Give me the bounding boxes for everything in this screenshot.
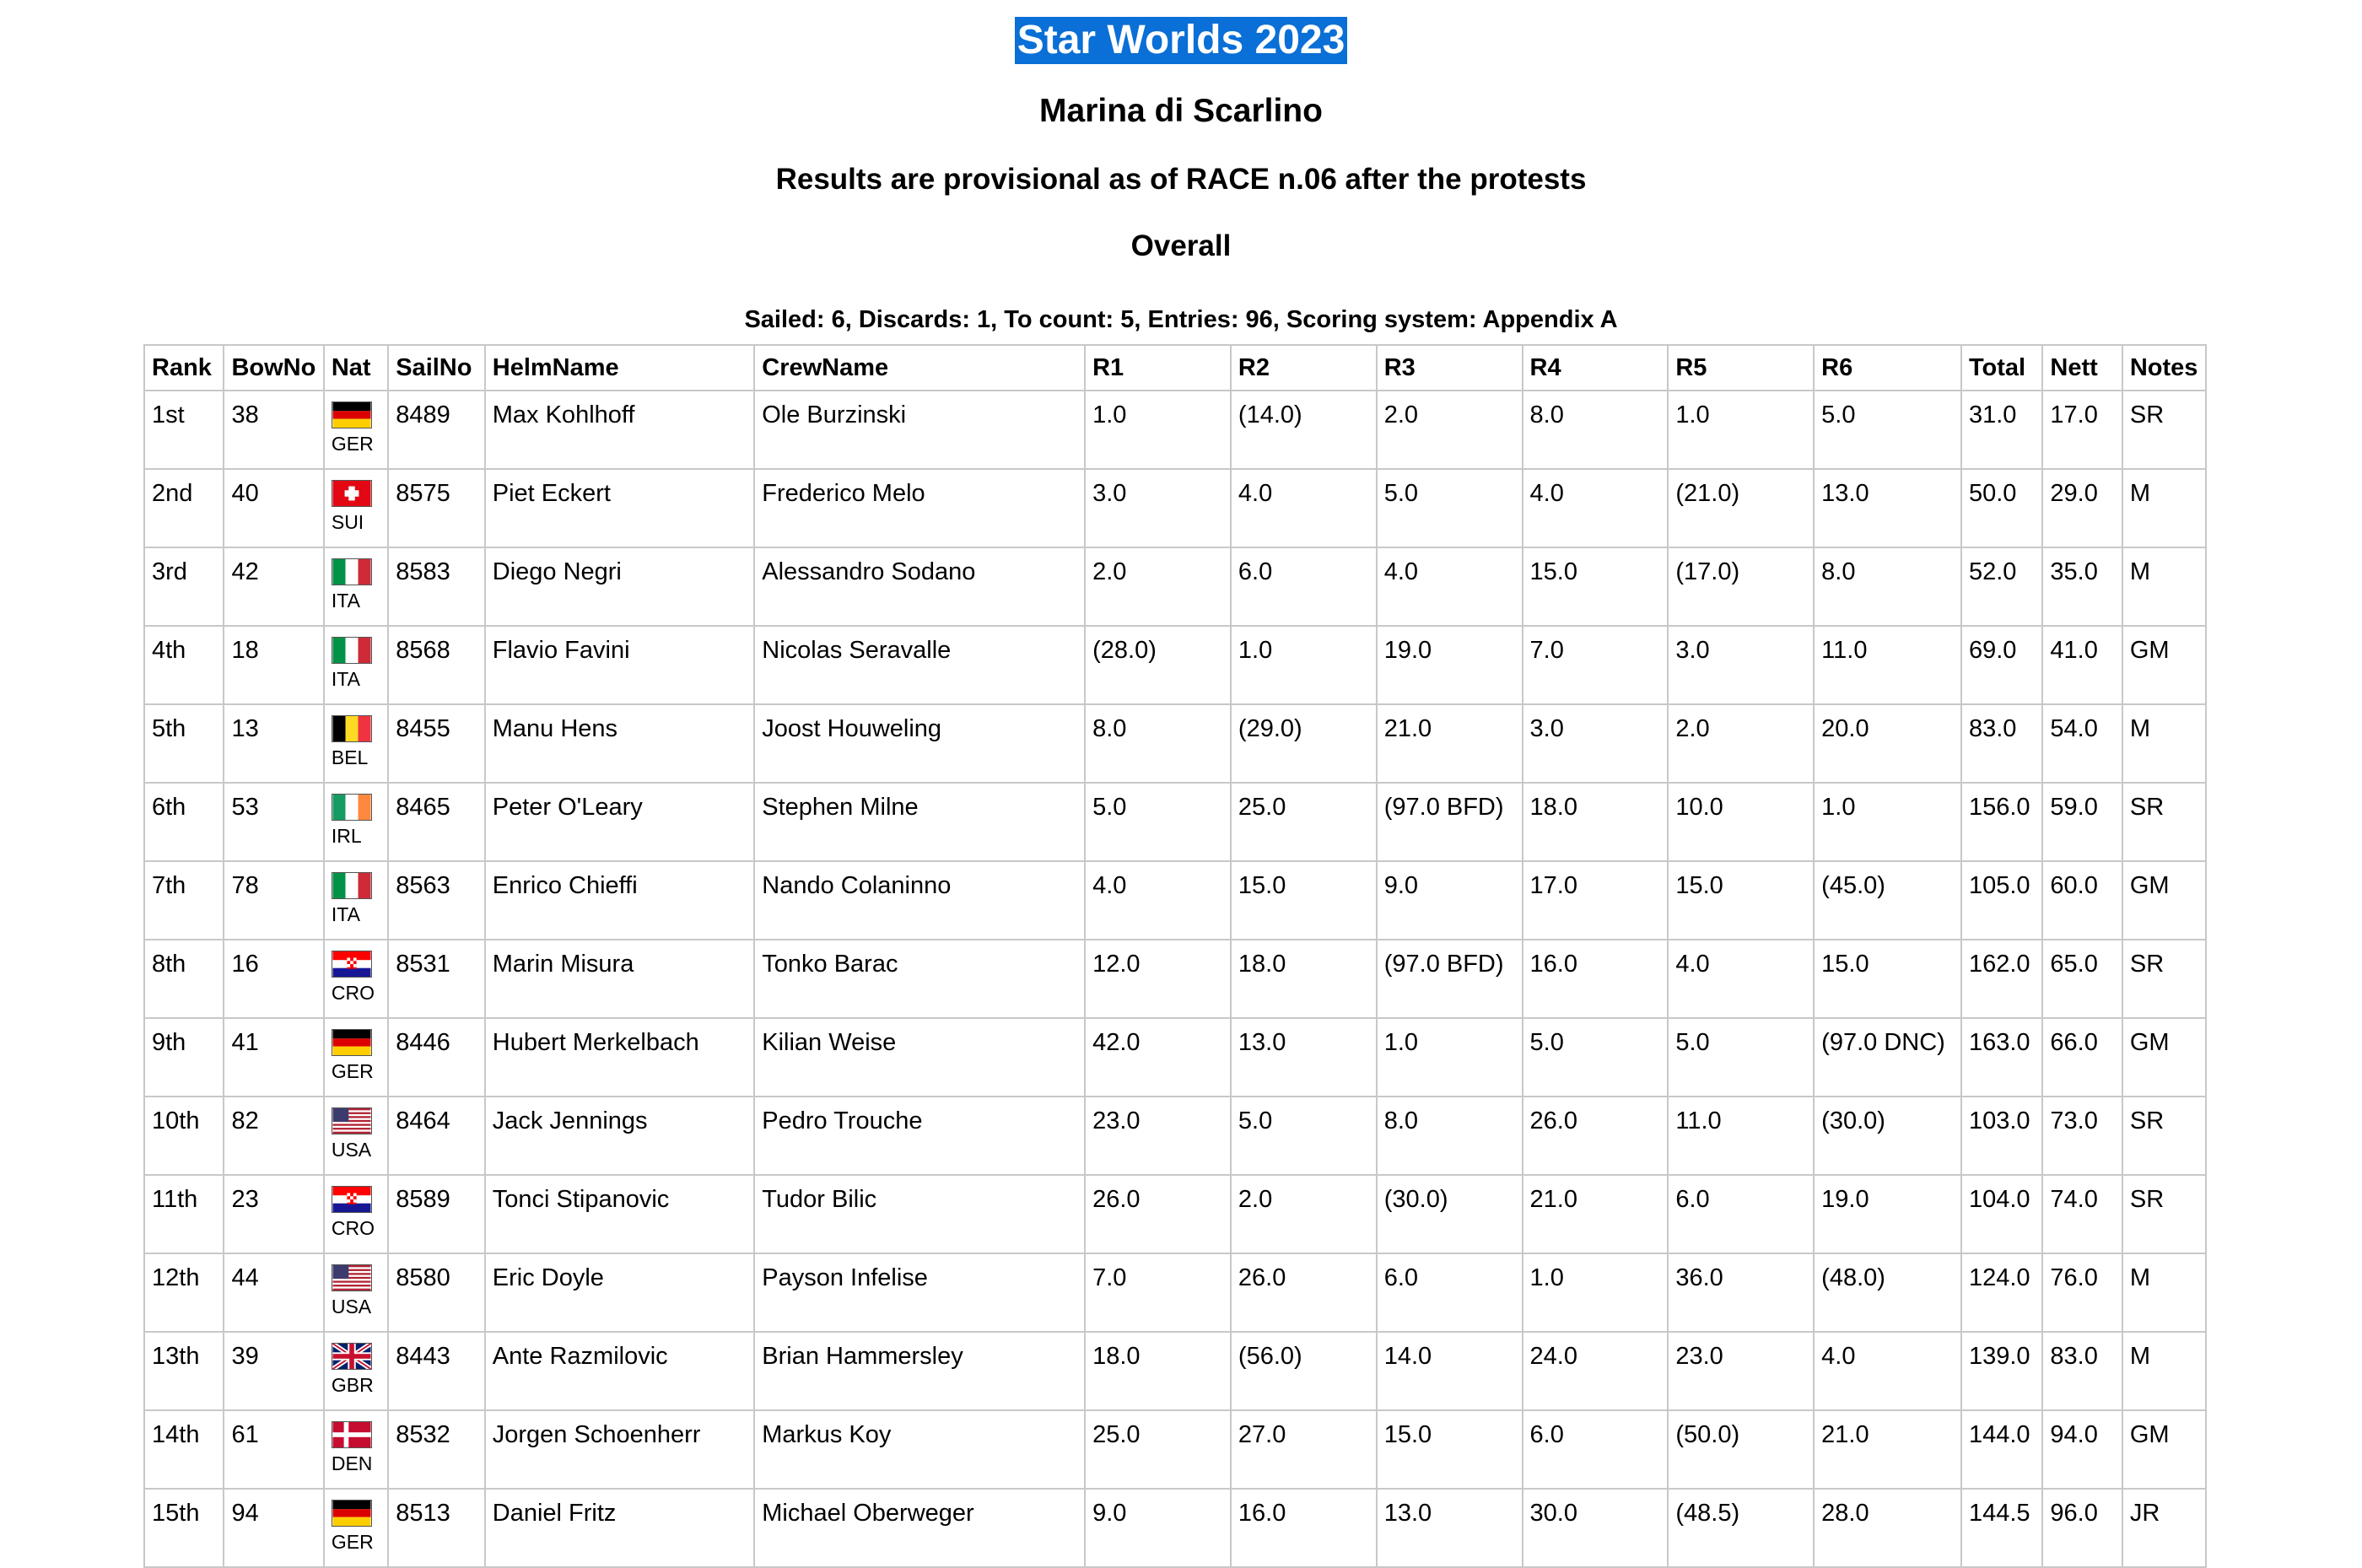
r3-cell: (30.0) [1377,1175,1523,1253]
notes-cell: SR [2122,1097,2206,1175]
column-header-r5: R5 [1668,345,1814,391]
nett-cell: 41.0 [2042,626,2122,704]
bow-cell: 18 [224,626,323,704]
r6-cell: 5.0 [1814,391,1961,469]
crew-cell: Nando Colaninno [754,861,1085,940]
bow-cell: 53 [224,783,323,861]
column-header-bowno: BowNo [224,345,323,391]
notes-cell: M [2122,469,2206,547]
status-heading: Results are provisional as of RACE n.06 after the protests [775,163,1587,196]
r3-cell: 2.0 [1377,391,1523,469]
r2-cell: 16.0 [1231,1489,1377,1567]
r6-cell: 11.0 [1814,626,1961,704]
sail-cell: 8489 [388,391,485,469]
nation-code: ITA [331,903,360,925]
column-header-nett: Nett [2042,345,2122,391]
flag-icon [332,951,380,978]
r3-cell: 1.0 [1377,1018,1523,1097]
table-row [144,1018,2206,1097]
nation-code: DEN [331,1452,373,1474]
notes-cell: M [2122,704,2206,783]
nett-cell: 35.0 [2042,547,2122,626]
crew-cell: Ole Burzinski [754,391,1085,469]
r6-cell: (48.0) [1814,1253,1961,1332]
nation-code: GER [331,1531,374,1553]
column-header-r4: R4 [1523,345,1669,391]
nation-code: GER [331,1060,374,1082]
crew-cell: Tudor Bilic [754,1175,1085,1253]
total-cell: 144.0 [1961,1410,2042,1489]
r3-cell: 4.0 [1377,547,1523,626]
r1-cell: 12.0 [1085,940,1231,1018]
sail-cell: 8532 [388,1410,485,1489]
helm-cell: Hubert Merkelbach [485,1018,755,1097]
column-header-r2: R2 [1231,345,1377,391]
table-row [144,391,2206,469]
r5-cell: 3.0 [1668,626,1814,704]
sail-cell: 8531 [388,940,485,1018]
bow-cell: 61 [224,1410,323,1489]
nation-code: USA [331,1296,372,1317]
nat-cell [324,469,388,547]
helm-cell: Daniel Fritz [485,1489,755,1567]
r6-cell: 8.0 [1814,547,1961,626]
rank-cell: 3rd [144,547,224,626]
nett-cell: 29.0 [2042,469,2122,547]
helm-cell: Jack Jennings [485,1097,755,1175]
notes-cell: GM [2122,861,2206,940]
nett-cell: 54.0 [2042,704,2122,783]
r3-cell: 6.0 [1377,1253,1523,1332]
table-row [144,1175,2206,1253]
total-cell: 104.0 [1961,1175,2042,1253]
helm-cell: Manu Hens [485,704,755,783]
r1-cell: 25.0 [1085,1410,1231,1489]
column-header-total: Total [1961,345,2042,391]
notes-cell: M [2122,1253,2206,1332]
flag-icon [332,794,380,821]
flag-icon [332,1107,380,1134]
r5-cell: (48.5) [1668,1489,1814,1567]
table-row [144,783,2206,861]
r2-cell: (14.0) [1231,391,1377,469]
r5-cell: 11.0 [1668,1097,1814,1175]
crew-cell: Joost Houweling [754,704,1085,783]
nett-cell: 59.0 [2042,783,2122,861]
sail-cell: 8443 [388,1332,485,1410]
nat-cell [324,1489,388,1567]
r5-cell: 2.0 [1668,704,1814,783]
sail-cell: 8589 [388,1175,485,1253]
nett-cell: 60.0 [2042,861,2122,940]
r1-cell: 3.0 [1085,469,1231,547]
bow-cell: 42 [224,547,323,626]
table-row [144,1097,2206,1175]
column-header-r1: R1 [1085,345,1231,391]
total-cell: 69.0 [1961,626,2042,704]
notes-cell: GM [2122,626,2206,704]
notes-cell: M [2122,547,2206,626]
r4-cell: 24.0 [1523,1332,1669,1410]
page-title: Star Worlds 2023 [1015,17,1348,64]
nat-cell [324,391,388,469]
rank-cell: 9th [144,1018,224,1097]
total-cell: 105.0 [1961,861,2042,940]
r1-cell: 8.0 [1085,704,1231,783]
crew-cell: Pedro Trouche [754,1097,1085,1175]
notes-cell: GM [2122,1018,2206,1097]
bow-cell: 13 [224,704,323,783]
header-row [144,345,2206,391]
r4-cell: 15.0 [1523,547,1669,626]
rank-cell: 2nd [144,469,224,547]
r6-cell: 20.0 [1814,704,1961,783]
total-cell: 52.0 [1961,547,2042,626]
notes-cell: SR [2122,940,2206,1018]
table-row [144,861,2206,940]
r3-cell: 14.0 [1377,1332,1523,1410]
r3-cell: 5.0 [1377,469,1523,547]
column-header-helmname: HelmName [485,345,755,391]
flag-icon [332,558,380,585]
crew-cell: Michael Oberweger [754,1489,1085,1567]
r4-cell: 4.0 [1523,469,1669,547]
helm-cell: Flavio Favini [485,626,755,704]
results-table [143,344,2207,1568]
series-summary: Sailed: 6, Discards: 1, To count: 5, Entries: 96, Scoring system: Appendix A [744,306,1618,333]
rank-cell: 14th [144,1410,224,1489]
r2-cell: (56.0) [1231,1332,1377,1410]
r2-cell: 5.0 [1231,1097,1377,1175]
helm-cell: Jorgen Schoenherr [485,1410,755,1489]
total-cell: 83.0 [1961,704,2042,783]
r1-cell: 1.0 [1085,391,1231,469]
helm-cell: Ante Razmilovic [485,1332,755,1410]
r3-cell: (97.0 BFD) [1377,940,1523,1018]
r4-cell: 18.0 [1523,783,1669,861]
flag-icon [332,637,380,664]
table-row [144,1253,2206,1332]
r4-cell: 17.0 [1523,861,1669,940]
bow-cell: 78 [224,861,323,940]
r6-cell: 21.0 [1814,1410,1961,1489]
total-cell: 103.0 [1961,1097,2042,1175]
r6-cell: (30.0) [1814,1097,1961,1175]
r2-cell: (29.0) [1231,704,1377,783]
helm-cell: Max Kohlhoff [485,391,755,469]
column-header-r3: R3 [1377,345,1523,391]
sail-cell: 8455 [388,704,485,783]
notes-cell: JR [2122,1489,2206,1567]
sail-cell: 8583 [388,547,485,626]
bow-cell: 44 [224,1253,323,1332]
r5-cell: 6.0 [1668,1175,1814,1253]
nett-cell: 65.0 [2042,940,2122,1018]
r4-cell: 30.0 [1523,1489,1669,1567]
crew-cell: Kilian Weise [754,1018,1085,1097]
nation-code: USA [331,1139,372,1161]
r2-cell: 2.0 [1231,1175,1377,1253]
sail-cell: 8580 [388,1253,485,1332]
helm-cell: Enrico Chieffi [485,861,755,940]
r1-cell: (28.0) [1085,626,1231,704]
total-cell: 156.0 [1961,783,2042,861]
nat-cell [324,704,388,783]
r3-cell: 9.0 [1377,861,1523,940]
sail-cell: 8563 [388,861,485,940]
rank-cell: 7th [144,861,224,940]
r2-cell: 26.0 [1231,1253,1377,1332]
nation-code: CRO [331,982,375,1004]
sail-cell: 8465 [388,783,485,861]
r4-cell: 16.0 [1523,940,1669,1018]
r5-cell: 5.0 [1668,1018,1814,1097]
flag-icon [332,715,380,742]
r5-cell: 10.0 [1668,783,1814,861]
series-heading: Overall [1130,229,1232,262]
nation-code: ITA [331,590,360,612]
total-cell: 163.0 [1961,1018,2042,1097]
crew-cell: Frederico Melo [754,469,1085,547]
r3-cell: 19.0 [1377,626,1523,704]
column-header-sailno: SailNo [388,345,485,391]
column-header-notes: Notes [2122,345,2206,391]
r5-cell: 23.0 [1668,1332,1814,1410]
nat-cell [324,1018,388,1097]
r3-cell: 13.0 [1377,1489,1523,1567]
r4-cell: 1.0 [1523,1253,1669,1332]
nat-cell [324,783,388,861]
r1-cell: 5.0 [1085,783,1231,861]
r6-cell: 19.0 [1814,1175,1961,1253]
bow-cell: 40 [224,469,323,547]
r3-cell: 21.0 [1377,704,1523,783]
r3-cell: (97.0 BFD) [1377,783,1523,861]
helm-cell: Peter O'Leary [485,783,755,861]
r2-cell: 4.0 [1231,469,1377,547]
helm-cell: Tonci Stipanovic [485,1175,755,1253]
rank-cell: 11th [144,1175,224,1253]
sail-cell: 8513 [388,1489,485,1567]
crew-cell: Alessandro Sodano [754,547,1085,626]
r1-cell: 9.0 [1085,1489,1231,1567]
flag-icon [332,1029,380,1056]
results-body [144,391,2206,1567]
r5-cell: 15.0 [1668,861,1814,940]
bow-cell: 16 [224,940,323,1018]
flag-icon [332,480,380,507]
r6-cell: 1.0 [1814,783,1961,861]
r3-cell: 15.0 [1377,1410,1523,1489]
bow-cell: 94 [224,1489,323,1567]
nat-cell [324,940,388,1018]
r6-cell: (45.0) [1814,861,1961,940]
nat-cell [324,626,388,704]
nation-code: GER [331,433,374,455]
table-row [144,1410,2206,1489]
crew-cell: Tonko Barac [754,940,1085,1018]
r2-cell: 27.0 [1231,1410,1377,1489]
nation-code: IRL [331,825,362,847]
r5-cell: (21.0) [1668,469,1814,547]
rank-cell: 6th [144,783,224,861]
r6-cell: (97.0 DNC) [1814,1018,1961,1097]
rank-cell: 4th [144,626,224,704]
r6-cell: 28.0 [1814,1489,1961,1567]
rank-cell: 10th [144,1097,224,1175]
table-row [144,940,2206,1018]
nat-cell [324,1097,388,1175]
table-row [144,1332,2206,1410]
total-cell: 124.0 [1961,1253,2042,1332]
crew-cell: Stephen Milne [754,783,1085,861]
r6-cell: 4.0 [1814,1332,1961,1410]
nett-cell: 96.0 [2042,1489,2122,1567]
rank-cell: 8th [144,940,224,1018]
nett-cell: 73.0 [2042,1097,2122,1175]
flag-icon [332,1421,380,1448]
column-header-r6: R6 [1814,345,1961,391]
nett-cell: 66.0 [2042,1018,2122,1097]
nation-code: BEL [331,746,369,768]
nation-code: SUI [331,511,364,533]
table-row [144,469,2206,547]
bow-cell: 82 [224,1097,323,1175]
nat-cell [324,1175,388,1253]
venue-heading: Marina di Scarlino [1039,93,1323,129]
notes-cell: SR [2122,1175,2206,1253]
rank-cell: 5th [144,704,224,783]
total-cell: 144.5 [1961,1489,2042,1567]
r4-cell: 8.0 [1523,391,1669,469]
r1-cell: 4.0 [1085,861,1231,940]
column-header-rank: Rank [144,345,224,391]
bow-cell: 41 [224,1018,323,1097]
nett-cell: 83.0 [2042,1332,2122,1410]
r2-cell: 25.0 [1231,783,1377,861]
nation-code: ITA [331,668,360,690]
notes-cell: SR [2122,391,2206,469]
r1-cell: 18.0 [1085,1332,1231,1410]
bow-cell: 38 [224,391,323,469]
rank-cell: 1st [144,391,224,469]
flag-icon [332,1500,380,1527]
table-row [144,704,2206,783]
flag-icon [332,1343,380,1370]
total-cell: 139.0 [1961,1332,2042,1410]
flag-icon [332,401,380,428]
sail-cell: 8446 [388,1018,485,1097]
r5-cell: 4.0 [1668,940,1814,1018]
flag-icon [332,1186,380,1213]
nation-code: CRO [331,1217,375,1239]
total-cell: 31.0 [1961,391,2042,469]
nat-cell [324,861,388,940]
flag-icon [332,872,380,899]
r4-cell: 7.0 [1523,626,1669,704]
nat-cell [324,1332,388,1410]
title-wrap [0,17,2362,64]
crew-cell: Brian Hammersley [754,1332,1085,1410]
r5-cell: (17.0) [1668,547,1814,626]
table-row [144,626,2206,704]
crew-cell: Markus Koy [754,1410,1085,1489]
helm-cell: Piet Eckert [485,469,755,547]
column-header-nat: Nat [324,345,388,391]
table-row [144,547,2206,626]
r2-cell: 1.0 [1231,626,1377,704]
notes-cell: SR [2122,783,2206,861]
rank-cell: 12th [144,1253,224,1332]
rank-cell: 13th [144,1332,224,1410]
crew-cell: Nicolas Seravalle [754,626,1085,704]
notes-cell: GM [2122,1410,2206,1489]
sail-cell: 8464 [388,1097,485,1175]
r3-cell: 8.0 [1377,1097,1523,1175]
nation-code: GBR [331,1374,374,1396]
r6-cell: 13.0 [1814,469,1961,547]
column-header-crewname: CrewName [754,345,1085,391]
r4-cell: 3.0 [1523,704,1669,783]
nett-cell: 74.0 [2042,1175,2122,1253]
r2-cell: 15.0 [1231,861,1377,940]
r4-cell: 6.0 [1523,1410,1669,1489]
table-row [144,1489,2206,1567]
rank-cell: 15th [144,1489,224,1567]
r1-cell: 2.0 [1085,547,1231,626]
r2-cell: 18.0 [1231,940,1377,1018]
sail-cell: 8575 [388,469,485,547]
sail-cell: 8568 [388,626,485,704]
r2-cell: 6.0 [1231,547,1377,626]
r5-cell: (50.0) [1668,1410,1814,1489]
helm-cell: Eric Doyle [485,1253,755,1332]
nat-cell [324,1410,388,1489]
r4-cell: 26.0 [1523,1097,1669,1175]
nat-cell [324,547,388,626]
r4-cell: 21.0 [1523,1175,1669,1253]
bow-cell: 39 [224,1332,323,1410]
r1-cell: 42.0 [1085,1018,1231,1097]
r1-cell: 7.0 [1085,1253,1231,1332]
r1-cell: 26.0 [1085,1175,1231,1253]
total-cell: 50.0 [1961,469,2042,547]
crew-cell: Payson Infelise [754,1253,1085,1332]
total-cell: 162.0 [1961,940,2042,1018]
nett-cell: 76.0 [2042,1253,2122,1332]
r2-cell: 13.0 [1231,1018,1377,1097]
r4-cell: 5.0 [1523,1018,1669,1097]
bow-cell: 23 [224,1175,323,1253]
flag-icon [332,1264,380,1291]
r5-cell: 1.0 [1668,391,1814,469]
r5-cell: 36.0 [1668,1253,1814,1332]
helm-cell: Marin Misura [485,940,755,1018]
nat-cell [324,1253,388,1332]
helm-cell: Diego Negri [485,547,755,626]
nett-cell: 94.0 [2042,1410,2122,1489]
nett-cell: 17.0 [2042,391,2122,469]
notes-cell: M [2122,1332,2206,1410]
r1-cell: 23.0 [1085,1097,1231,1175]
r6-cell: 15.0 [1814,940,1961,1018]
